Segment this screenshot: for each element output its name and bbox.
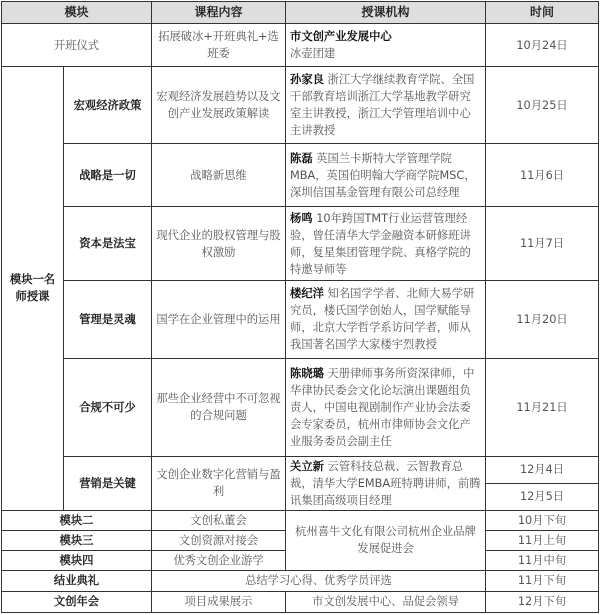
module1-topic: 战略是一切 bbox=[64, 144, 152, 207]
module2-name: 模块二 bbox=[2, 510, 152, 530]
module1-content: 那些企业经营中不可忽视的合规问题 bbox=[152, 358, 286, 456]
graduation-time: 11月下旬 bbox=[486, 570, 599, 591]
module1-topic: 合规不可少 bbox=[64, 358, 152, 456]
module1-row-5 bbox=[2, 358, 599, 456]
module1-content: 国学在企业管理中的运用 bbox=[152, 281, 286, 358]
module1-content: 宏观经济发展趋势以及文创产业发展政策解读 bbox=[152, 67, 286, 144]
module3-name: 模块三 bbox=[2, 530, 152, 550]
opening-org bbox=[286, 24, 486, 67]
graduation-name: 结业典礼 bbox=[2, 570, 152, 591]
opening-name: 开班仪式 bbox=[2, 24, 152, 67]
module1-time: 11月6日 bbox=[486, 144, 599, 207]
module1-time: 11月20日 bbox=[486, 281, 599, 358]
module1-row-2 bbox=[2, 144, 599, 207]
module4-time: 11月中旬 bbox=[486, 550, 599, 570]
module2-time: 10月下旬 bbox=[486, 510, 599, 530]
module1-org bbox=[286, 281, 486, 358]
opening-org-sub: 冰壶团建 bbox=[290, 47, 336, 61]
shared-org: 杭州喜牛文化有限公司杭州企业品牌发展促进会 bbox=[286, 510, 486, 570]
module1-org bbox=[286, 358, 486, 456]
module1-content: 文创企业数字化营销与盈利 bbox=[152, 456, 286, 510]
module4-content: 优秀文创企业游学 bbox=[152, 550, 286, 570]
course-schedule-table bbox=[1, 1, 599, 613]
annual-org: 市文创发展中心、品促会领导 bbox=[286, 591, 486, 612]
module1-org bbox=[286, 67, 486, 144]
lecturer-name: 楼纪洋 bbox=[290, 287, 324, 301]
module1-time: 11月7日 bbox=[486, 207, 599, 281]
opening-content: 拓展破冰+开班典礼+选班委 bbox=[152, 24, 286, 67]
module1-time: 10月25日 bbox=[486, 67, 599, 144]
module3-time: 11月上旬 bbox=[486, 530, 599, 550]
module1-content: 现代企业的股权管理与股权激励 bbox=[152, 207, 286, 281]
lecturer-bio: 10年跨国TMT行业运营管理经验，曾任清华大学金融资本研修班讲师，复星集团管理学院、真格学院的特邀导师等 bbox=[290, 211, 471, 276]
lecturer-name: 陈磊 bbox=[290, 151, 313, 165]
annual-name: 文创年会 bbox=[2, 591, 152, 612]
module1-time: 12月4日 bbox=[486, 456, 599, 483]
module1-row-3 bbox=[2, 207, 599, 281]
module1-topic: 资本是法宝 bbox=[64, 207, 152, 281]
lecturer-bio: 天册律师事务所资深律师，中华律协民委会文化论坛演出课题组负责人，中国电视剧制作产业协会法委会专家委员，杭州市律师协会文化产业服务委员会副主任 bbox=[290, 366, 475, 448]
annual-time: 12月下旬 bbox=[486, 591, 599, 612]
module2-row bbox=[2, 510, 599, 530]
module1-row-6a bbox=[2, 456, 599, 483]
module1-content: 战略新思维 bbox=[152, 144, 286, 207]
lecturer-bio: 云管科技总裁、云智教育总裁，清华大学EMBA班特聘讲师，前腾讯集团高级项目经理 bbox=[290, 459, 481, 507]
lecturer-name: 孙家良 bbox=[290, 73, 324, 87]
lecturer-bio: 知名国学学者、北师大易学研究员，楼氏国学创始人，国学赋能导师，北京大学哲学系访问学者，师从我国著名国学大家楼宇烈教授 bbox=[290, 287, 475, 352]
graduation-content: 总结学习心得、优秀学员评选 bbox=[152, 570, 486, 591]
opening-time: 10月24日 bbox=[486, 24, 599, 67]
lecturer-name: 杨鸣 bbox=[290, 211, 313, 225]
header-time: 时间 bbox=[486, 2, 599, 24]
opening-org-main: 市文创产业发展中心 bbox=[290, 30, 392, 44]
module1-row-4 bbox=[2, 281, 599, 358]
graduation-row bbox=[2, 570, 599, 591]
header-row bbox=[2, 2, 599, 24]
lecturer-name: 关立新 bbox=[290, 459, 324, 473]
module1-org bbox=[286, 207, 486, 281]
module1-org bbox=[286, 144, 486, 207]
header-org: 授课机构 bbox=[286, 2, 486, 24]
module3-content: 文创资源对接会 bbox=[152, 530, 286, 550]
opening-row bbox=[2, 24, 599, 67]
module1-topic: 管理是灵魂 bbox=[64, 281, 152, 358]
annual-row bbox=[2, 591, 599, 612]
module1-topic: 宏观经济政策 bbox=[64, 67, 152, 144]
module1-topic: 营销是关键 bbox=[64, 456, 152, 510]
lecturer-bio: 浙江大学继续教育学院、全国干部教育培训浙江大学基地教学研究室主讲教授，浙江大学管理培训中心主讲教授 bbox=[290, 73, 475, 138]
module1-row-1 bbox=[2, 67, 599, 144]
module2-content: 文创私董会 bbox=[152, 510, 286, 530]
module4-name: 模块四 bbox=[2, 550, 152, 570]
header-content: 课程内容 bbox=[152, 2, 286, 24]
module1-name: 模块一名师授课 bbox=[2, 67, 64, 511]
lecturer-name: 陈晓璐 bbox=[290, 366, 324, 380]
lecturer-bio: 英国兰卡斯特大学管理学院MBA，英国伯明翰大学商学院MSC，深圳信国基金管理有限公司总经理 bbox=[290, 151, 476, 199]
header-module: 模块 bbox=[2, 2, 152, 24]
module1-time: 12月5日 bbox=[486, 483, 599, 510]
annual-content: 项目成果展示 bbox=[152, 591, 286, 612]
module1-time: 11月21日 bbox=[486, 358, 599, 456]
module1-org bbox=[286, 456, 486, 510]
